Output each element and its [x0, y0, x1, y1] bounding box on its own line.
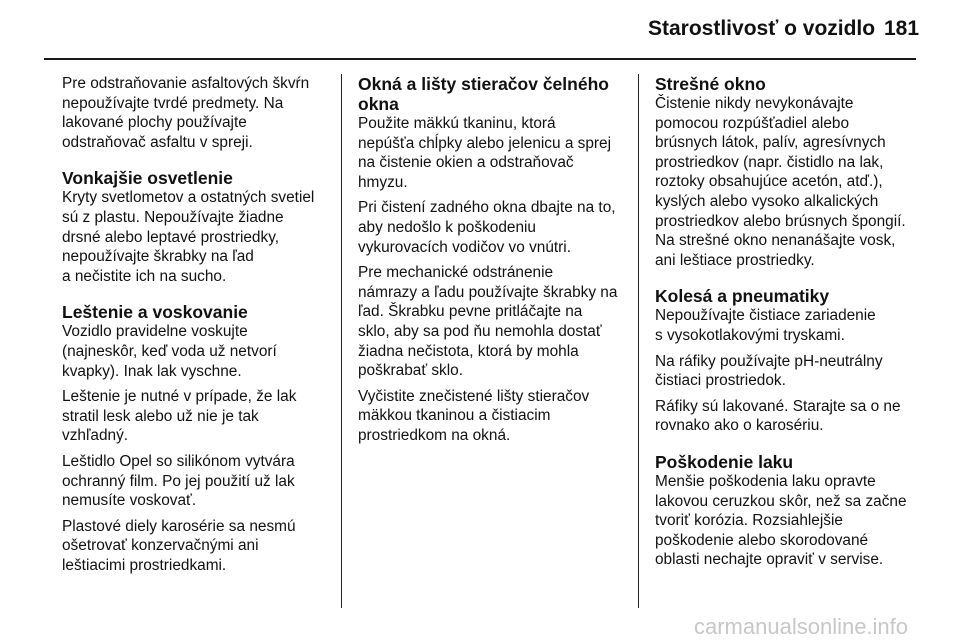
paragraph	[358, 198, 624, 257]
text-column-2	[358, 74, 624, 462]
text-line: nepoužívajte škrabky na ľad	[62, 248, 254, 266]
text-line: oblasti nechajte opraviť v servise.	[655, 551, 884, 569]
section-heading-line: okna	[358, 94, 399, 114]
text-line: drsné alebo leptavé prostriedky,	[62, 228, 280, 246]
text-line: Pri čistení zadného okna dbajte na to,	[358, 199, 616, 217]
text-line: odstraňovač asfaltu v spreji.	[62, 133, 253, 151]
text-line: nepúšťa chĺpky alebo jelenicu a sprej	[358, 134, 612, 152]
paragraph	[62, 452, 328, 511]
text-line: rovnako ako o karosériu.	[655, 417, 824, 435]
text-line: s vysokotlakovými tryskami.	[655, 326, 845, 344]
text-line: prostriedkov alebo brúsnych špongií.	[655, 212, 906, 230]
text-line: pomocou rozpúšťadiel alebo	[655, 114, 850, 132]
section-heading: Leštenie a voskovanie	[62, 302, 248, 323]
text-line: sú z plastu. Nepoužívajte žiadne	[62, 208, 284, 226]
section-heading-line: Okná a lišty stieračov čelného	[358, 74, 609, 94]
text-line: žiadna nečistota, ktorá by mohla	[358, 342, 579, 360]
text-line: brúsnych látok, palív, agresívnych	[655, 134, 886, 152]
paragraph	[62, 322, 328, 381]
text-line: kvapky). Inak lak vyschne.	[62, 362, 242, 380]
text-line: (najneskôr, keď voda už netvorí	[62, 342, 277, 360]
text-line: nepoužívajte tvrdé predmety. Na	[62, 94, 284, 112]
text-column-3	[655, 74, 921, 586]
text-line: Čistenie nikdy nevykonávajte	[655, 95, 854, 112]
paragraph	[62, 517, 328, 576]
column-divider-2	[638, 74, 639, 608]
text-line: Na strešné okno nenanášajte vosk,	[655, 232, 896, 250]
section-heading: Strešné okno	[655, 74, 766, 94]
section	[655, 74, 921, 270]
text-line: ani leštiace prostriedky.	[655, 251, 815, 269]
text-line: Plastové diely karosérie sa nesmú	[62, 517, 296, 535]
text-line: Nepoužívajte čistiace zariadenie	[655, 307, 876, 325]
text-line: stratil lesk alebo už nie je tak	[62, 407, 259, 425]
text-line: lakované plochy používajte	[62, 114, 247, 132]
text-line: čistiaci prostriedok.	[655, 372, 786, 390]
paragraph	[62, 74, 328, 152]
paragraph	[62, 188, 328, 286]
text-column-1	[62, 74, 328, 591]
text-line: Na ráfiky používajte pH-neutrálny	[655, 352, 883, 370]
text-line: ľad. Škrabku pevne pritláčajte na	[358, 303, 583, 321]
text-line: poškodenie alebo skorodované	[655, 531, 869, 549]
text-line: hmyzu.	[358, 173, 408, 191]
text-line: Menšie poškodenia laku opravte	[655, 472, 876, 490]
text-line: Leštidlo Opel so silikónom vytvára	[62, 452, 295, 470]
paragraph	[62, 387, 328, 446]
text-line: leštiacimi prostriedkami.	[62, 556, 227, 574]
section	[62, 168, 328, 286]
text-line: vykurovacích vodičov vo vnútri.	[358, 238, 571, 256]
text-line: mäkkou tkaninou a čistiacim	[358, 407, 551, 425]
paragraph	[655, 397, 921, 436]
section-heading: Vonkajšie osvetlenie	[62, 168, 233, 189]
text-line: ochranný film. Po jej použití už lak	[62, 472, 295, 490]
paragraph	[358, 263, 624, 381]
header-divider	[44, 58, 916, 60]
section-heading: Poškodenie laku	[655, 451, 794, 472]
text-line: kyslých alebo vysoko alkalických	[655, 192, 879, 210]
text-line: Vyčistite znečistené lišty stieračov	[358, 387, 590, 405]
text-line: Pre odstraňovanie asfaltových škvŕn	[62, 75, 310, 92]
text-line: nemusíte voskovať.	[62, 492, 197, 510]
paragraph	[655, 352, 921, 391]
paragraph	[358, 114, 624, 192]
text-line: Kryty svetlometov a ostatných svetiel	[62, 189, 315, 207]
text-line: aby nedošlo k poškodeniu	[358, 218, 536, 236]
text-line: na čistenie okien a odstraňovač	[358, 154, 574, 172]
paragraph	[358, 387, 624, 446]
text-line: prostriedkom na okná.	[358, 426, 511, 444]
column-divider-1	[341, 74, 342, 608]
paragraph	[655, 94, 921, 270]
text-line: ošetrovať konzervačnými ani	[62, 537, 259, 555]
section	[358, 74, 624, 446]
section-heading	[358, 74, 624, 114]
text-line: roztoky obsahujúce acetón, atď.),	[655, 173, 883, 191]
page-number: 181	[884, 17, 920, 40]
watermark-text: carmanualsonline.info	[694, 614, 909, 639]
text-line: sklo, aby sa pod ňu nemohla dostať	[358, 322, 602, 340]
section	[62, 74, 328, 152]
text-line: Pre mechanické odstránenie	[358, 264, 554, 282]
text-line: Použite mäkkú tkaninu, ktorá	[358, 115, 556, 132]
section-heading: Kolesá a pneumatiky	[655, 286, 830, 307]
text-line: vzhľadný.	[62, 427, 129, 445]
text-line: Vozidlo pravidelne voskujte	[62, 323, 248, 341]
section	[655, 286, 921, 436]
text-line: prostriedkov (napr. čistidlo na lak,	[655, 153, 884, 171]
section	[62, 302, 328, 575]
text-line: námrazy a ľadu používajte škrabky na	[358, 283, 618, 301]
text-line: poškrabať sklo.	[358, 362, 464, 380]
paragraph	[655, 306, 921, 345]
paragraph	[655, 472, 921, 570]
page-title: Starostlivosť o vozidlo	[648, 17, 876, 40]
text-line: Ráfiky sú lakované. Starajte sa o ne	[655, 397, 901, 415]
section	[655, 452, 921, 570]
text-line: Leštenie je nutné v prípade, že lak	[62, 388, 297, 406]
text-line: tvoriť korózia. Rozsiahlejšie	[655, 512, 843, 530]
text-line: lakovou ceruzkou skôr, než sa začne	[655, 492, 907, 510]
text-line: a nečistite ich na sucho.	[62, 267, 227, 285]
